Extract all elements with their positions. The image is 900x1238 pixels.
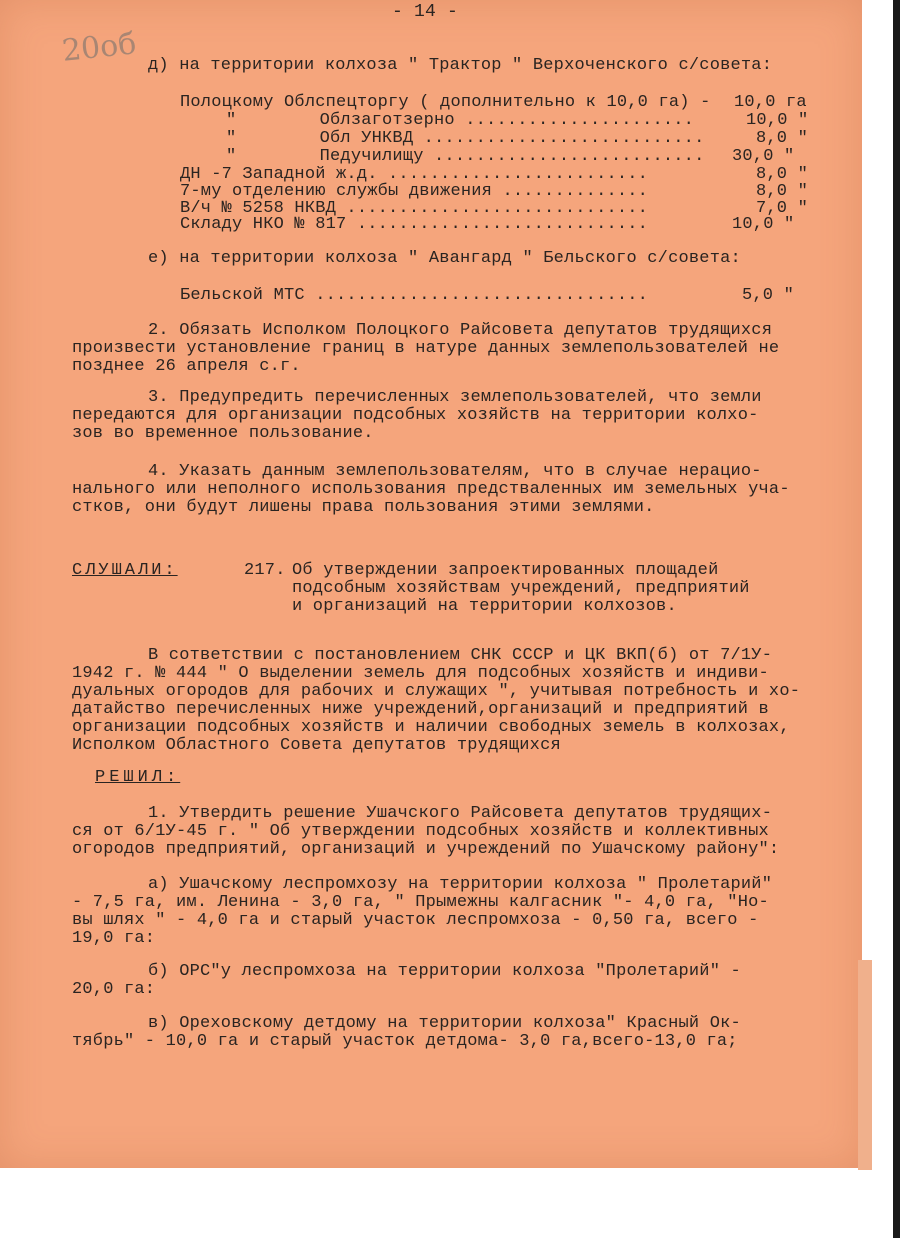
entry-value: 7,0 " <box>756 199 809 218</box>
paragraph-line: зов во временное пользование. <box>72 424 374 443</box>
paragraph-line: позднее 26 апреля с.г. <box>72 357 301 376</box>
decision-line: 19,0 га: <box>72 929 156 948</box>
preamble-line: организации подсобных хозяйств и наличии свободных земель в колхозах, <box>72 718 790 737</box>
entry-label: " Педучилищу .......................... <box>226 147 705 166</box>
entry-label: ДН -7 Западной ж.д. ......................... <box>180 165 649 184</box>
decision-line: - 7,5 га, им. Ленина - 3,0 га, " Прымежны калгасник "- 4,0 га, "Но- <box>72 893 769 912</box>
preamble-line: В сответствии с постановлением СНК СССР и ЦК ВКП(б) от 7/1У- <box>148 646 773 665</box>
agenda-title-line: подсобным хозяйствам учреждений, предприятий <box>292 579 750 598</box>
entry-label: Складу НКО № 817 ............................ <box>180 215 649 234</box>
entry-label: В/ч № 5258 НКВД ............................. <box>180 199 649 218</box>
entry-value: 8,0 " <box>756 129 809 148</box>
section-e-heading: е) на территории колхоза " Авангард " Бельского с/совета: <box>148 249 741 268</box>
entry-value: 8,0 " <box>756 182 809 201</box>
entry-label: " Обл УНКВД ........................... <box>226 129 705 148</box>
agenda-number: 217. <box>244 561 286 580</box>
entry-value: 5,0 " <box>742 286 795 305</box>
paragraph-line: нального или неполного использования предстваленных им земельных уча- <box>72 480 790 499</box>
paragraph-line: 4. Указать данным землепользователям, что в случае нерацио- <box>148 462 762 481</box>
paragraph-line: произвести установление границ в натуре данных землепользователей не <box>72 339 780 358</box>
scan-border <box>893 0 900 1238</box>
paragraph-line: 2. Обязать Исполком Полоцкого Райсовета депутатов трудящихся <box>148 321 773 340</box>
decision-line: в) Ореховскому детдому на территории колхоза" Красный Ок- <box>148 1014 741 1033</box>
paragraph-line: передаются для организации подсобных хозяйств на территории колхо- <box>72 406 759 425</box>
heard-label: СЛУШАЛИ: <box>72 561 178 580</box>
decision-line: ся от 6/1У-45 г. " Об утверждении подсобных хозяйств и коллективных <box>72 822 769 841</box>
paragraph-line: стков, они будут лишены права пользования этими землями. <box>72 498 655 517</box>
margin-note: 20об <box>60 26 138 69</box>
preamble-line: Исполком Областного Совета депутатов трудящихся <box>72 736 561 755</box>
preamble-line: дуальных огородов для рабочих и служащих ", учитывая потребность и хо- <box>72 682 801 701</box>
decision-line: б) ОРС"у леспромхоза на территории колхоза "Пролетарий" - <box>148 962 741 981</box>
page-edge-shadow <box>858 960 872 1170</box>
entry-label: Полоцкому Облспецторгу ( дополнительно к 10,0 га) - <box>180 93 711 112</box>
page-number: - 14 - <box>392 2 459 22</box>
preamble-line: 1942 г. № 444 " О выделении земель для подсобных хозяйств и индиви- <box>72 664 769 683</box>
paragraph-line: 3. Предупредить перечисленных землепользователей, что земли <box>148 388 762 407</box>
decision-line: вы шлях " - 4,0 га и старый участок леспромхоза - 0,50 га, всего - <box>72 911 759 930</box>
decision-line: огородов предприятий, организаций и учреждений по Ушачскому району": <box>72 840 780 859</box>
entry-label: " Облзаготзерно ...................... <box>226 111 695 130</box>
entry-label: Бельской МТС ................................ <box>180 286 649 305</box>
decision-line: тябрь" - 10,0 га и старый участок детдома- 3,0 га,всего-13,0 га; <box>72 1032 738 1051</box>
decided-label: РЕШИЛ: <box>95 768 181 787</box>
agenda-title-line: и организаций на территории колхозов. <box>292 597 677 616</box>
preamble-line: датайство перечисленных ниже учреждений,организаций и предприятий в <box>72 700 769 719</box>
entry-value: 10,0 га <box>734 93 807 112</box>
decision-line: 20,0 га: <box>72 980 156 999</box>
decision-line: 1. Утвердить решение Ушачского Райсовета депутатов трудящих- <box>148 804 773 823</box>
section-d-heading: д) на территории колхоза " Трактор " Верхоченского с/совета: <box>148 56 773 75</box>
decision-line: а) Ушачскому леспромхозу на территории колхоза " Пролетарий" <box>148 875 773 894</box>
agenda-title-line: Об утверждении запроектированных площадей <box>292 561 719 580</box>
entry-value: 8,0 " <box>756 165 809 184</box>
entry-value: 10,0 " <box>732 215 795 234</box>
entry-value: 10,0 " <box>746 111 809 130</box>
entry-value: 30,0 " <box>732 147 795 166</box>
entry-label: 7-му отделению службы движения .............. <box>180 182 649 201</box>
